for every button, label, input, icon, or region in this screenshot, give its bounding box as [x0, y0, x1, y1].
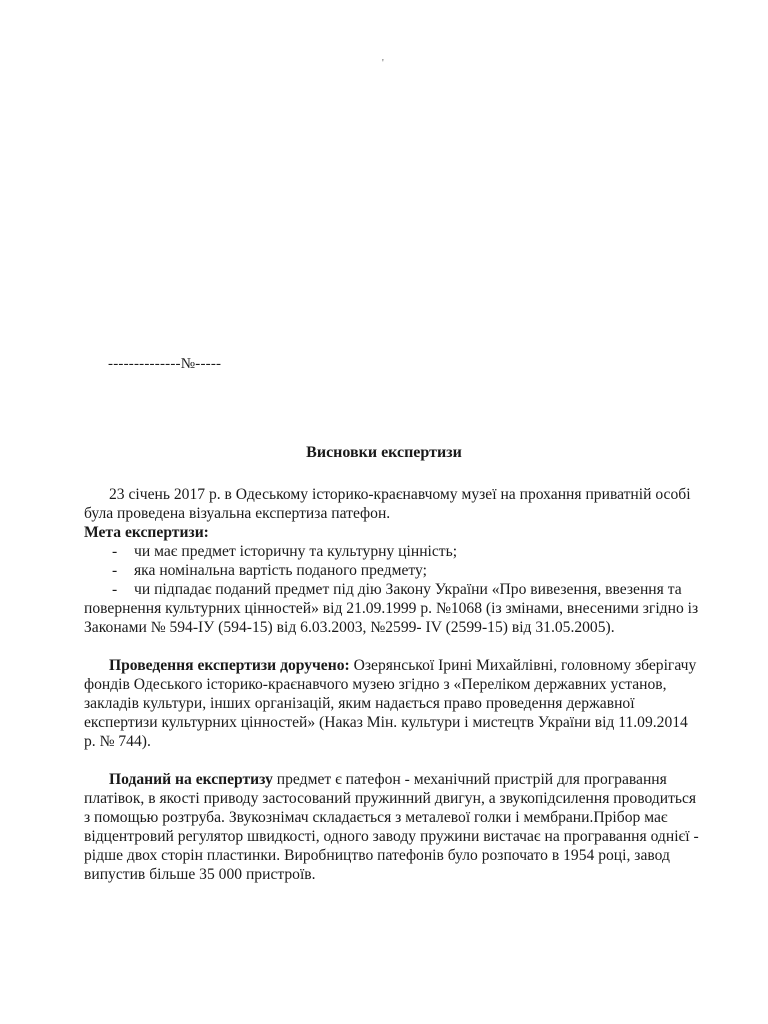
assigned-text: Озерянської Ірині Михайлівні, головному зберігачу фондів Одеського історико-краєнавчого музею згідно з «Переліком державних установ, закладів культури, інших організацій, яким надається право проведення державної експертизи культурних цінностей» (Наказ Мін. культури і мистецтв України від 11.09.2014 р. № 744).	[84, 657, 697, 750]
paragraph-gap	[84, 751, 702, 770]
goal-item-2	[84, 561, 702, 580]
goal-item-3	[84, 580, 702, 637]
goal-item-text: чи підпадає поданий предмет під дію Закону України «Про вивезення, ввезення та повернення культурних цінностей» від 21.09.1999 р. №1068 (із змінами, внесеними згідно із Законами № 594-ІУ (594-15) від 6.03.2003, №2599- IV (2599-15) від 31.05.2005).	[84, 581, 699, 636]
intro-paragraph: 23 січень 2017 р. в Одеському історико-краєнавчому музеї на прохання приватній особі була проведена візуальна експертиза патефон.	[84, 486, 691, 522]
document-title: Висновки експертизи	[306, 444, 462, 461]
scan-mark: '	[382, 58, 384, 69]
list-dash: -	[112, 543, 118, 560]
goal-heading: Мета експертизи:	[84, 524, 209, 541]
document-number-line: --------------№-----	[108, 356, 222, 372]
assigned-label: Проведення експертизи доручено:	[109, 657, 350, 674]
submitted-paragraph	[84, 770, 702, 884]
paragraph-gap	[84, 637, 702, 656]
submitted-text: предмет є патефон - механічний пристрій для програвання платівок, в якості приводу застосований пружинний двигун, а звукопідсилення проводиться з помощью розтруба. Звукознімач складається з металевої голки і мембрани.Прібор має відцентровий регулятор швидкості, одного заводу пружини вистачає на програвання однієї - рідше двох сторін пластинки. Виробництво патефонів було розпочато в 1954 році, завод випустив більше 35 000 пристроїв.	[84, 771, 699, 883]
goal-item-text: яка номінальна вартість поданого предмету;	[134, 562, 427, 579]
goal-item-1	[84, 542, 702, 561]
assigned-paragraph	[84, 656, 702, 751]
submitted-label: Поданий на експертизу	[109, 771, 273, 788]
document-body	[84, 485, 702, 884]
list-dash: -	[112, 562, 118, 579]
goal-item-text: чи має предмет історичну та культурну цінність;	[134, 543, 458, 560]
list-dash: -	[112, 581, 118, 598]
